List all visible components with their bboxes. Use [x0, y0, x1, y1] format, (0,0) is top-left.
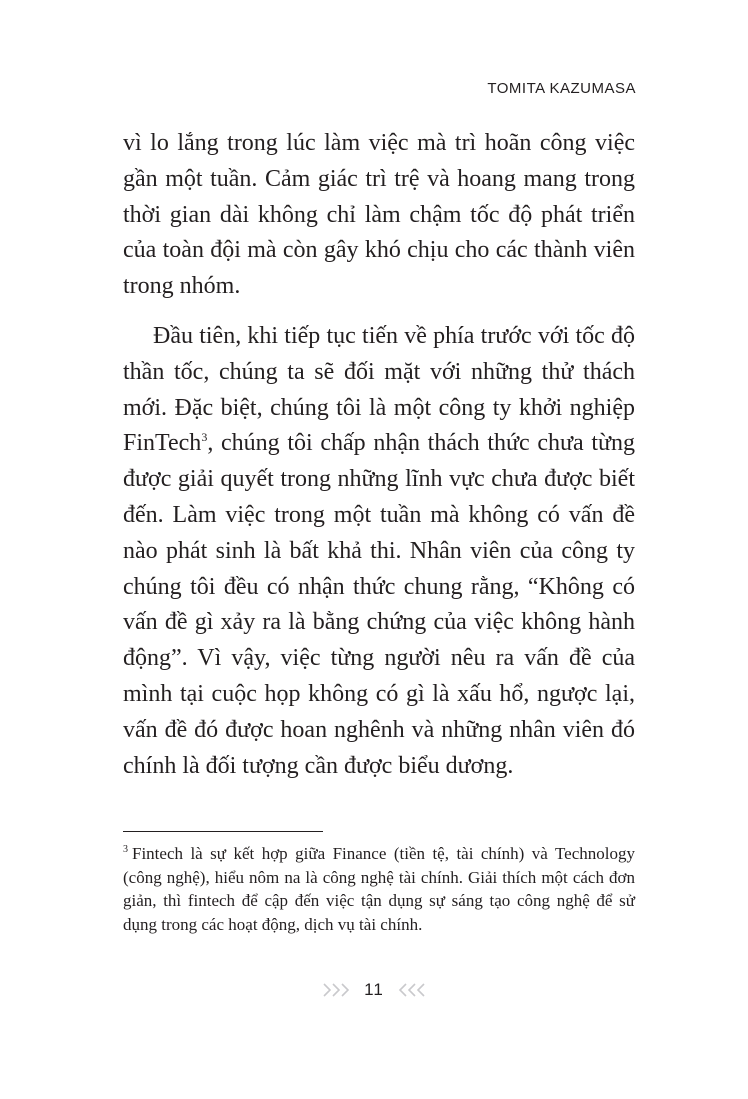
paragraph-2-part-1: Đầu tiên, khi tiếp tục tiến về phía trước với tốc độ thần tốc, chúng ta sẽ đối mặt với những thử thách mới. Đặc biệt, chúng tôi là một công ty khởi nghiệp FinTech — [123, 322, 635, 457]
page-number: 11 — [364, 980, 384, 999]
paragraph-2-part-2: , chúng tôi chấp nhận thách thức chưa từng được giải quyết trong những lĩnh vực chưa được biết đến. Làm việc trong một tuần mà không có vấn đề nào phát sinh là bất khả thi. Nhân viên của công ty chúng tôi đều có nhận thức chung rằng, “Không có vấn đề gì xảy ra là bằng chứng của việc không hành động”. Vì vậy, việc từng người nêu ra vấn đề của mình tại cuộc họp không có gì là xấu hổ, ngược lại, vấn đề đó được hoan nghênh và những nhân viên đó chính là đối tượng cần được biểu dương. — [123, 430, 635, 779]
footnote-marker: 3 — [123, 844, 128, 856]
footnote-text: Fintech là sự kết hợp giữa Finance (tiền tệ, tài chính) và Technology (công nghệ), hiểu nôm na là công nghệ tài chính. Giải thích một cách đơn giản, thì fintech để cập đến việc tận dụng sự sáng tạo công nghệ để sử dụng trong các hoạt động, dịch vụ tài chính. — [123, 844, 635, 934]
paragraph-2 — [123, 319, 635, 784]
chevrons-left-icon — [396, 982, 426, 998]
footnote-reference[interactable]: 3 — [201, 430, 208, 445]
paragraph-1: vì lo lắng trong lúc làm việc mà trì hoãn công việc gần một tuần. Cảm giác trì trệ và hoang mang trong thời gian dài không chỉ làm chậm tốc độ phát triển của toàn đội mà còn gây khó chịu cho các thành viên trong nhóm. — [123, 130, 635, 300]
main-text — [123, 126, 635, 784]
folio — [0, 980, 748, 1000]
running-head: TOMITA KAZUMASA — [487, 80, 636, 97]
footnote-divider — [123, 831, 323, 832]
footnote — [123, 842, 635, 936]
chevrons-right-icon — [322, 982, 352, 998]
